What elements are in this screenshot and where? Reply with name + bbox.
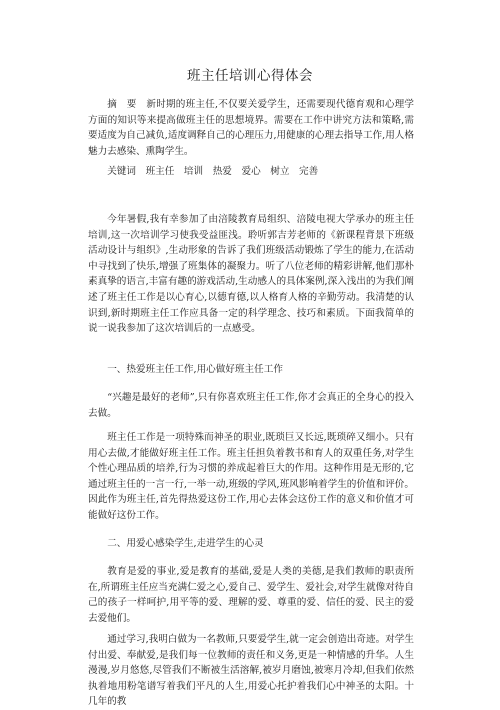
keywords-text: 班主任 培训 热爱 爱心 树立 完善	[145, 166, 319, 177]
section-heading-2: 二、用爱心感染学生,走进学生的心灵	[107, 538, 264, 549]
paragraph-intro: 今年暑假,我有幸参加了由涪陵教育局组织、涪陵电视大学承办的班主任培训,这一次培训学习使我受益匪浅。聆听郭吉芳老师的《新课程背景下班级活动设计与组织》,生动形象的告诉了我们班级活动锻炼了学生的能力,在活动中寻找到了快乐,增强了班集体的凝聚力。听了八位老师的精彩讲解,他们那朴素真挚的语言,丰富有趣的游戏活动,生动感人的具体案例,深入浅出的为我们阐述了班主任工作是以心育心,以德育德,以人格育人格的辛勤劳动。我清楚的认识到,新时期班主任工作应具备一定的科学理念、技巧和素质。下面我简单的说一说我参加了这次培训后的一点感受。	[88, 214, 414, 335]
paragraph: 班主任工作是一项特殊而神圣的职业,既琐巨又长远,既琐碎又细小。只有用心去做,才能做好班主任工作。班主任担负着教书和育人的双重任务,对学生个性心理品质的培养,行为习惯的养成起着巨大的作用。这种作用是无形的,它通过班主任的一言一行,一举一动,班级的学风,班风影响着学生的价值和评价。因此作为班主任,首先得热爱这份工作,用心去体会这份工作的意义和价值才可能做好这份工作。	[88, 432, 414, 521]
paragraph: 教育是爱的事业,爱是教育的基础,爱是人类的美德,是我们教师的职责所在,所谓班主任应当充满仁爱之心,爱自己、爱学生、爱社会,对学生就像对待自己的孩子一样呵护,用平等的爱、理解的爱、尊重的爱、信任的爱、民主的爱去爱他们。	[88, 566, 414, 624]
abstract-label: 摘 要	[107, 99, 137, 110]
document-title: 班主任培训心得体会	[187, 68, 313, 84]
abstract	[88, 97, 414, 159]
keywords	[88, 164, 414, 180]
paragraph: 通过学习,我明白做为一名教师,只要爱学生,就一定会创造出奇迹。对学生付出爱、奉献爱,是我们每一位教师的责任和义务,更是一种情感的升华。人生漫漫,岁月悠悠,尽管我们不断被生活溶解,被岁月磨蚀,被寒月冷却,但我们依然执着地用粉笔谱写着我们平凡的人生,用爱心托护着我们心中神圣的太阳。十几年的教	[88, 634, 414, 708]
paragraph: “兴趣是最好的老师”,只有你喜欢班主任工作,你才会真正的全身心的投入去做。	[88, 392, 414, 419]
keywords-label: 关键词	[107, 166, 136, 177]
abstract-text: 新时期的班主任,不仅要关爱学生，还需要现代德育观和心理学方面的知识等来提高做班主任的思想境界。需要在工作中讲究方法和策略,需要适度为自己减负,适度调释自己的心理压力,用健康的心理去指导工作,用人格魅力去感染、熏陶学生。	[88, 99, 415, 157]
section-heading-1: 一、热爱班主任工作,用心做好班主任工作	[107, 364, 283, 375]
